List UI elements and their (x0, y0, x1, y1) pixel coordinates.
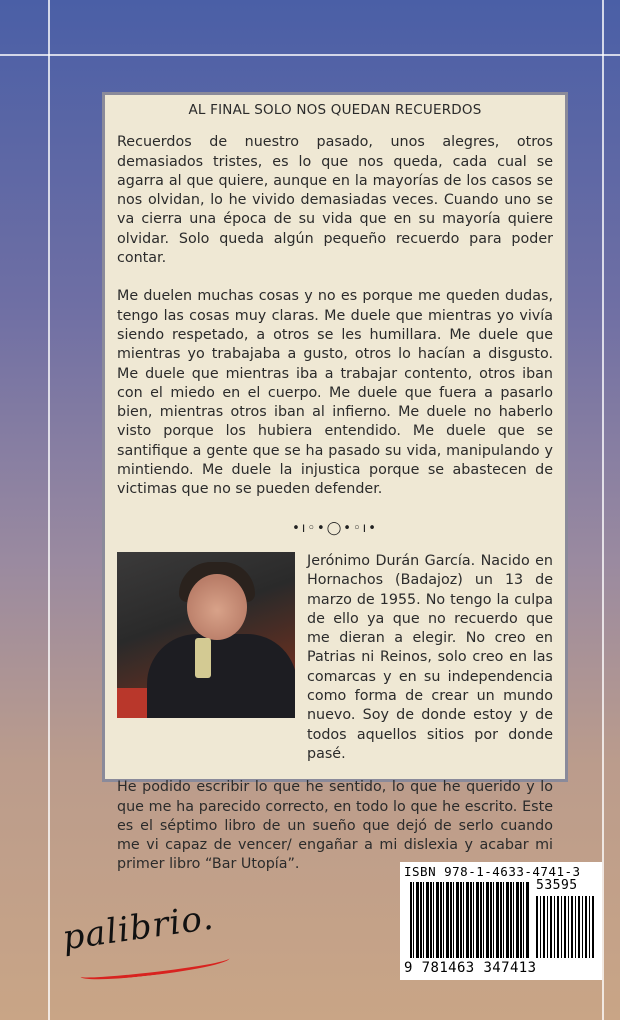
author-bio-text: Jerónimo Durán García. Nacido en Hornachos (Badajoz) un 13 de marzo de 1955. No tengo la culpa de ello ya que no recuerdo que me dieran a elegir. No creo en Patrias ni Reinos, solo creo en las comarcas y en su independencia como forma de crear un mundo nuevo. Soy de donde estoy y de todos aquellos sitios por donde pasé. (307, 552, 553, 762)
ean-digits: 9 781463 347413 (404, 960, 537, 976)
isbn-barcode (400, 862, 602, 980)
publisher-logo-swoosh (80, 952, 231, 983)
frame-line-top (0, 54, 620, 56)
frame-line-left (48, 0, 50, 1020)
ornament-divider: •ı◦•◯•◦ı• (292, 520, 378, 536)
isbn-text: ISBN 978-1-4633-4741-3 (404, 864, 581, 879)
paragraph-me-duele: Me duelen muchas cosas y no es porque me queden dudas, tengo las cosas muy claras. Me duele que mientras yo vivía siendo respetado, a otros se les humillara. Me duele que mientras yo trabajaba a gusto, otros lo hacían a disgusto. Me duele que mientras iba a trabajar contento, otros iban con el miedo en el cuerpo. Me duele que fuera a pasarlo bien, mientras otros iban al infierno. Me duele no haberlo visto porque los hubiera entendido. Me duele que se santifique a gente que se ha pasado su vida, manipulando y mintiendo. Me duele la injustica porque se abastecen de victimas que no se pueden defender. (117, 288, 553, 498)
author-photo (117, 552, 295, 718)
paragraph-closing: He podido escribir lo que he sentido, lo que he querido y lo que me ha parecido correcto, en todo lo que he escrito. Este es el séptimo libro de un sueño que dejó de serlo cuando me vi capaz de vencer/ engañar a mi dislexia y acabar mi primer libro “Bar Utopía”. (117, 779, 553, 873)
barcode-bars-main (410, 882, 530, 958)
barcode-bars-addon (536, 896, 594, 958)
price-code: 53595 (536, 878, 578, 893)
frame-line-right (602, 0, 604, 1020)
author-bio (117, 552, 553, 764)
publisher-logo: palibrio. (59, 897, 217, 959)
paragraph-recuerdos: Recuerdos de nuestro pasado, unos alegres, otros demasiados tristes, es lo que nos queda, cada cual se agarra al que quiere, aunque en la mayorías de los casos se nos olvidan, lo he vivido demasiadas veces. Cuando uno se va cierra una época de su vida que en su mayoría quiere olvidar. Solo queda algún pequeño recuerdo para poder contar. (117, 134, 553, 267)
page-title: AL FINAL SOLO NOS QUEDAN RECUERDOS (188, 102, 482, 118)
